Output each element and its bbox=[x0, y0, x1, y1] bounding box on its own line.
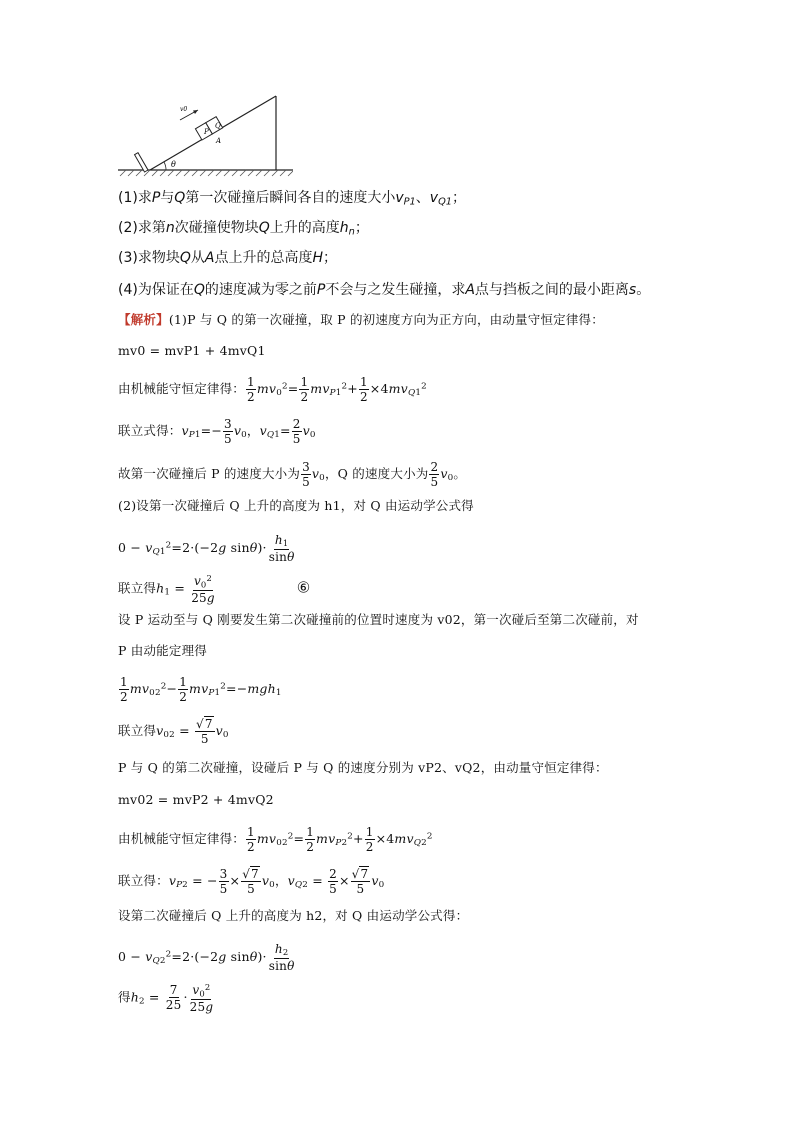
solution-line-17: 设第二次碰撞后 Q 上升的高度为 h2，对 Q 由运动学公式得： bbox=[118, 908, 469, 923]
solution-result-2: 联立得：$v_{P2}$ = − $\frac{3}{5}$ × $\frac{√7}{5}$ $v_0$，$v_{Q2}$ = $\frac{2}{5}$ × $\frac{√7}{5}$ $v_0$ bbox=[118, 867, 385, 896]
theta-label: θ bbox=[171, 160, 176, 169]
question-2: (2)求第n次碰撞使物块Q上升的高度$h_n$； bbox=[118, 220, 369, 238]
incline-diagram bbox=[118, 92, 293, 180]
solution-eq-momentum-1: mv0 = mvP1 + 4mvQ1 bbox=[118, 343, 266, 358]
solution-h2: 得$h_2$ = $\frac{7}{25}$ · $\frac{v_0^2}{25g}$ bbox=[118, 982, 214, 1014]
solution-eq-momentum-2: mv02 = mvP2 + 4mvQ2 bbox=[118, 792, 274, 807]
block-p-label: P bbox=[204, 128, 209, 136]
solution-h1: 联立得$h_1$ = $\frac{v_0^2}{25g}$ ⑥ bbox=[118, 573, 311, 605]
solution-eq-kinetic: $\frac{1}{2}$ $mv_{02}^2-$ $\frac{1}{2}$ $mv_{P1}^2=-mgh_1$ bbox=[120, 675, 282, 704]
question-1: (1)求P与Q第一次碰撞后瞬间各自的速度大小$v_{P1}$、$v_{Q1}$； bbox=[118, 190, 467, 208]
solution-line-9: 设 P 运动至与 Q 刚要发生第二次碰撞前的位置时速度为 v02，第一次碰后至第二次碰前，对 bbox=[118, 612, 639, 627]
question-3: (3)求物块Q从A点上升的总高度H； bbox=[118, 250, 337, 266]
block-q-label: Q bbox=[215, 122, 221, 130]
point-a-label: A bbox=[216, 137, 222, 145]
v0-label: v0 bbox=[180, 106, 188, 113]
solution-v02: 联立得$v_{02}$ = $\frac{√7}{5}$ $v_0$ bbox=[118, 717, 229, 746]
solution-part-2: (2)设第一次碰撞后 Q 上升的高度为 h1，对 Q 由运动学公式得 bbox=[118, 498, 474, 513]
solution-line-13: P 与 Q 的第二次碰撞，设碰后 P 与 Q 的速度分别为 vP2、vQ2，由动量守恒定律得： bbox=[118, 760, 608, 775]
solution-line-10: P 由动能定理得 bbox=[118, 643, 207, 658]
solution-line-1: 【解析】(1)P 与 Q 的第一次碰撞，取 P 的初速度方向为正方向，由动量守恒定律得： bbox=[118, 312, 604, 327]
solution-conclusion-1: 故第一次碰撞后 P 的速度大小为 $\frac{3}{5}$ $v_0$，Q 的速度大小为 $\frac{2}{5}$ $v_0$。 bbox=[118, 460, 467, 489]
solution-eq-energy-2: 由机械能守恒定律得： $\frac{1}{2}$ $mv_{02}^2=$ $\frac{1}{2}$ $mv_{P2}^2+$ $\frac{1}{2}$ $\times 4mv_{Q2}^2$ bbox=[118, 825, 433, 854]
solution-eq-kinematic-1: $0 - v_{Q1}^2=2\cdot(-2g$ sinθ)· $\frac{h_1}{\sin\theta}$ bbox=[118, 533, 295, 564]
solution-eq-kinematic-2: $0 - v_{Q2}^2=2\cdot(-2g$ sinθ)· $\frac{h_2}{\sin\theta}$ bbox=[118, 942, 295, 973]
solution-result-1: 联立式得：$v_{P1}=-$ $\frac{3}{5}$ $v_0$，$v_{Q1}=$ $\frac{2}{5}$ $v_0$ bbox=[118, 417, 316, 446]
analysis-tag: 【解析】 bbox=[118, 312, 169, 327]
question-4: (4)为保证在Q的速度减为零之前P不会与之发生碰撞，求A点与挡板之间的最小距离s。 bbox=[118, 282, 651, 298]
solution-eq-energy-1: 由机械能守恒定律得： $\frac{1}{2}$ $mv_0^2=$ $\frac{1}{2}$ $mv_{P1}^2+$ $\frac{1}{2}$ $\times 4mv_{Q1}^2$ bbox=[118, 375, 427, 404]
